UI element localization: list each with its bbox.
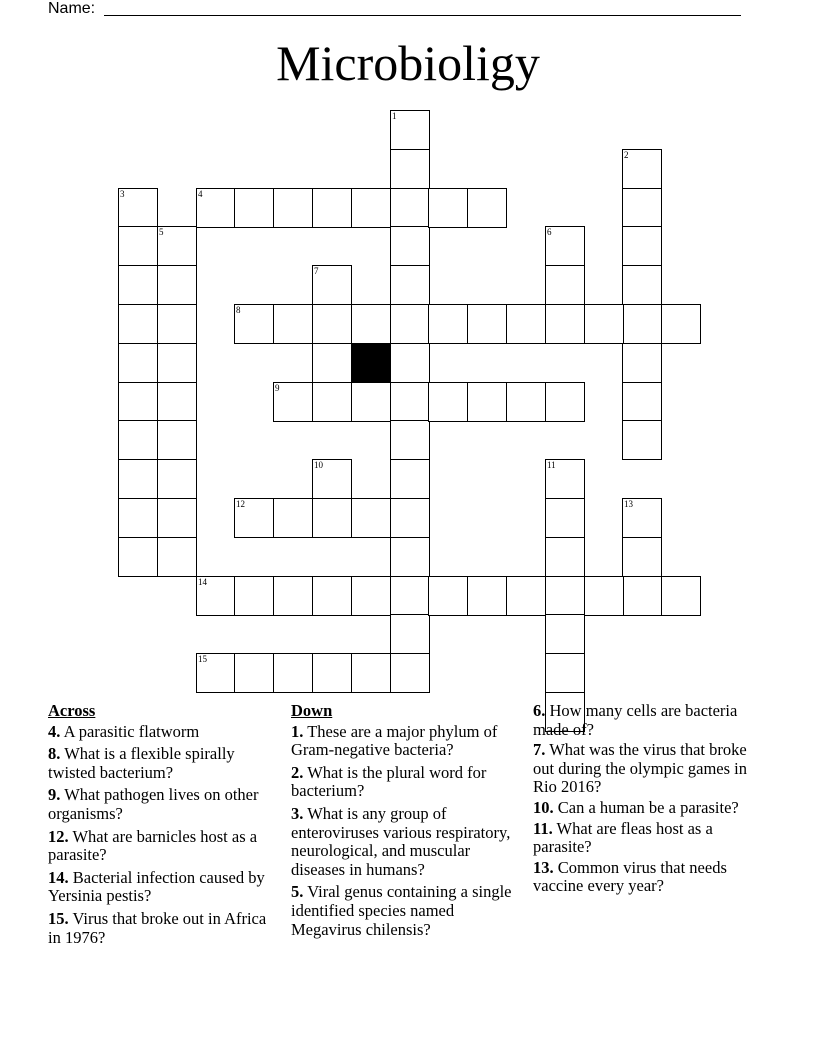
grid-cell[interactable] [273,498,313,538]
grid-cell[interactable] [545,382,585,422]
name-label: Name: [48,0,96,17]
grid-cell[interactable] [351,304,391,344]
grid-cell[interactable] [467,382,507,422]
clue-number: 12 [236,499,245,509]
grid-cell[interactable] [545,265,585,305]
grid-cell[interactable] [622,226,662,266]
grid-cell[interactable] [312,498,352,538]
grid-cell[interactable] [118,304,158,344]
grid-cell[interactable] [273,188,313,228]
grid-cell[interactable] [661,304,701,344]
clue-number: 1 [392,111,397,121]
grid-cell[interactable] [467,304,507,344]
grid-cell[interactable] [506,382,546,422]
down-heading: Down [291,701,333,720]
grid-cell[interactable] [390,576,430,616]
grid-cell[interactable] [157,498,197,538]
grid-cell[interactable] [545,498,585,538]
clue-number: 7 [314,266,319,276]
grid-cell[interactable] [428,576,468,616]
clue-down-13: 13. Common virus that needs vaccine every year? [533,857,727,896]
grid-cell[interactable] [118,188,158,228]
clue-down-10: 10. Can a human be a parasite? [533,797,739,817]
clue-number: 15 [198,654,207,664]
clue-number: 6 [547,227,552,237]
grid-cell[interactable] [196,653,236,693]
grid-cell[interactable] [157,537,197,577]
clue-across-12: 12. What are barnicles host as a parasite? [48,826,258,865]
clue-down-11: 11. What are fleas host as a parasite? [533,818,713,857]
clue-number: 2 [624,150,629,160]
grid-cell[interactable] [157,343,197,383]
grid-cell[interactable] [234,653,274,693]
grid-cell[interactable] [506,304,546,344]
clue-number: 5 [159,227,164,237]
grid-cell[interactable] [312,653,352,693]
grid-cell[interactable] [622,537,662,577]
grid-cell[interactable] [545,614,585,654]
grid-cell[interactable] [390,188,430,228]
page-title: Microbioligy [276,35,540,91]
grid-cell[interactable] [661,576,701,616]
grid-cell[interactable] [351,653,391,693]
grid-cell[interactable] [312,188,352,228]
grid-cell[interactable] [273,653,313,693]
clue-across-14: 14. Bacterial infection caused by Yersinia pestis? [48,867,265,906]
grid-cell[interactable] [390,653,430,693]
grid-cell[interactable] [545,653,585,693]
grid-cell[interactable] [390,459,430,499]
grid-cell[interactable] [428,188,468,228]
grid-cell[interactable] [584,304,624,344]
grid-cell[interactable] [584,576,624,616]
grid-cell[interactable] [118,537,158,577]
grid-cell[interactable] [196,576,236,616]
grid-cell[interactable] [390,498,430,538]
blocked-square [351,343,391,383]
grid-cell[interactable] [118,382,158,422]
grid-cell[interactable] [390,537,430,577]
clue-number: 8 [236,305,241,315]
clue-down-6: 6. How many cells are bacteria made of? [533,701,738,739]
clue-number: 14 [198,577,207,587]
grid-cell[interactable] [118,420,158,460]
grid-cell[interactable] [312,343,352,383]
grid-cell[interactable] [545,576,585,616]
clue-down-2: 2. What is the plural word for bacterium? [291,762,487,801]
clue-across-4: 4. A parasitic flatworm [48,721,200,741]
grid-cell[interactable] [467,188,507,228]
clue-down-3: 3. What is any group of enteroviruses various respiratory, neurological, and muscular diseases in humans? [291,803,511,879]
grid-cell[interactable] [273,382,313,422]
clue-number: 3 [120,189,125,199]
clue-number: 13 [624,499,633,509]
grid-cell[interactable] [545,537,585,577]
grid-cell[interactable] [545,304,585,344]
across-heading: Across [48,701,96,720]
grid-cell[interactable] [545,459,585,499]
grid-cell[interactable] [390,226,430,266]
grid-cell[interactable] [428,382,468,422]
grid-cell[interactable] [390,110,430,150]
across-clues [48,702,280,951]
clue-across-8: 8. What is a flexible spirally twisted bacterium? [48,744,235,782]
grid-cell[interactable] [351,576,391,616]
grid-cell[interactable] [118,498,158,538]
grid-cell[interactable] [118,265,158,305]
grid-cell[interactable] [390,420,430,460]
grid-cell[interactable] [545,226,585,266]
grid-cell[interactable] [390,265,430,305]
grid-cell[interactable] [273,304,313,344]
clue-down-7: 7. What was the virus that broke out during the olympic games in Rio 2016? [533,740,748,797]
clue-number: 9 [275,383,280,393]
grid-cell[interactable] [622,304,662,344]
grid-cell[interactable] [351,382,391,422]
grid-cell[interactable] [234,576,274,616]
grid-cell[interactable] [390,343,430,383]
down-clues-continued [533,702,769,898]
grid-cell[interactable] [351,188,391,228]
grid-cell[interactable] [312,382,352,422]
grid-cell[interactable] [622,382,662,422]
grid-cell[interactable] [390,614,430,654]
grid-cell[interactable] [351,498,391,538]
grid-cell[interactable] [312,459,352,499]
grid-cell[interactable] [390,382,430,422]
grid-cell[interactable] [157,265,197,305]
clue-down-1: 1. These are a major phylum of Gram-negative bacteria? [291,721,498,760]
grid-cell[interactable] [622,188,662,228]
grid-cell[interactable] [157,382,197,422]
clue-number: 4 [198,189,203,199]
grid-cell[interactable] [622,265,662,305]
grid-cell[interactable] [428,304,468,344]
grid-cell[interactable] [506,576,546,616]
grid-cell[interactable] [312,576,352,616]
grid-cell[interactable] [622,343,662,383]
grid-cell[interactable] [622,576,662,616]
grid-cell[interactable] [118,343,158,383]
grid-cell[interactable] [312,265,352,305]
clue-number: 11 [547,460,556,470]
clue-down-5: 5. Viral genus containing a single identified species named Megavirus chilensis? [291,882,512,939]
grid-cell[interactable] [622,498,662,538]
grid-cell[interactable] [622,149,662,189]
grid-cell[interactable] [390,149,430,189]
clue-number: 10 [314,460,323,470]
clue-across-15: 15. Virus that broke out in Africa in 1976? [48,908,267,947]
grid-cell[interactable] [390,304,430,344]
grid-cell[interactable] [467,576,507,616]
grid-cell[interactable] [118,459,158,499]
grid-cell[interactable] [118,226,158,266]
grid-cell[interactable] [273,576,313,616]
grid-cell[interactable] [157,420,197,460]
grid-cell[interactable] [157,304,197,344]
grid-cell[interactable] [196,188,236,228]
grid-cell[interactable] [234,304,274,344]
grid-cell[interactable] [157,226,197,266]
grid-cell[interactable] [157,459,197,499]
grid-cell[interactable] [234,498,274,538]
grid-cell[interactable] [312,304,352,344]
grid-cell[interactable] [234,188,274,228]
grid-cell[interactable] [622,420,662,460]
down-clues [291,702,523,943]
clue-across-9: 9. What pathogen lives on other organisms? [48,785,259,823]
